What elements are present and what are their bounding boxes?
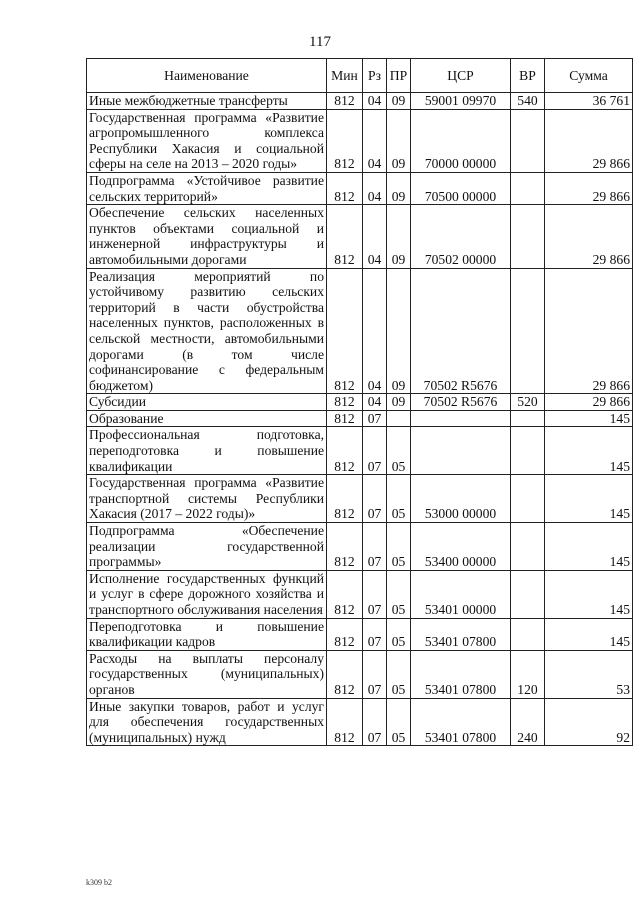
row-name: Обеспечение сельских населенных пунктов объектами социальной и инженерной инфраструктуры и автомобильными дорогами — [87, 205, 327, 268]
row-rz: 07 — [363, 618, 387, 650]
row-rz: 07 — [363, 427, 387, 475]
table-row — [87, 475, 633, 523]
row-pr: 05 — [387, 523, 411, 571]
row-pr: 09 — [387, 394, 411, 411]
footer-code: k309 b2 — [86, 878, 112, 887]
row-rz: 07 — [363, 475, 387, 523]
row-pr: 09 — [387, 93, 411, 110]
row-csr — [411, 427, 511, 475]
row-sum: 145 — [545, 618, 633, 650]
row-vr — [511, 427, 545, 475]
row-name: Иные закупки товаров, работ и услуг для обеспечения государственных (муниципальных) нужд — [87, 698, 327, 746]
row-min: 812 — [327, 618, 363, 650]
row-name: Подпрограмма «Устойчивое развитие сельских территорий» — [87, 172, 327, 204]
row-name: Государственная программа «Развитие транспортной системы Республики Хакасия (2017 – 2022 годы)» — [87, 475, 327, 523]
row-name: Государственная программа «Развитие агропромышленного комплекса Республики Хакасия и социальной сферы на селе на 2013 – 2020 годы» — [87, 109, 327, 172]
table-row — [87, 394, 633, 411]
row-min: 812 — [327, 698, 363, 746]
row-min: 812 — [327, 410, 363, 427]
row-name: Субсидии — [87, 394, 327, 411]
row-name: Образование — [87, 410, 327, 427]
row-vr — [511, 268, 545, 394]
row-name: Расходы на выплаты персоналу государственных (муниципальных) органов — [87, 650, 327, 698]
table-row — [87, 570, 633, 618]
row-pr: 05 — [387, 618, 411, 650]
row-min: 812 — [327, 172, 363, 204]
row-rz: 07 — [363, 523, 387, 571]
row-sum: 29 866 — [545, 172, 633, 204]
row-csr: 70502 R5676 — [411, 394, 511, 411]
row-rz: 07 — [363, 650, 387, 698]
row-rz: 04 — [363, 109, 387, 172]
row-min: 812 — [327, 427, 363, 475]
row-name: Иные межбюджетные трансферты — [87, 93, 327, 110]
row-vr — [511, 205, 545, 268]
row-csr: 70502 R5676 — [411, 268, 511, 394]
row-vr — [511, 523, 545, 571]
row-vr: 120 — [511, 650, 545, 698]
row-min: 812 — [327, 109, 363, 172]
row-pr: 05 — [387, 475, 411, 523]
row-vr — [511, 410, 545, 427]
row-csr — [411, 410, 511, 427]
row-csr: 70502 00000 — [411, 205, 511, 268]
row-name: Переподготовка и повышение квалификации кадров — [87, 618, 327, 650]
row-vr — [511, 618, 545, 650]
row-pr: 05 — [387, 650, 411, 698]
column-header-pr: ПР — [387, 59, 411, 93]
column-header-sum: Сумма — [545, 59, 633, 93]
row-vr — [511, 172, 545, 204]
row-sum: 29 866 — [545, 268, 633, 394]
row-csr: 53401 07800 — [411, 698, 511, 746]
column-header-csr: ЦСР — [411, 59, 511, 93]
row-csr: 53401 07800 — [411, 618, 511, 650]
row-sum: 145 — [545, 410, 633, 427]
row-name: Исполнение государственных функций и услуг в сфере дорожного хозяйства и транспортного обслуживания населения — [87, 570, 327, 618]
row-min: 812 — [327, 93, 363, 110]
row-rz: 07 — [363, 410, 387, 427]
table-row — [87, 650, 633, 698]
row-sum: 145 — [545, 570, 633, 618]
row-rz: 04 — [363, 268, 387, 394]
row-rz: 04 — [363, 205, 387, 268]
column-header-vr: ВР — [511, 59, 545, 93]
row-pr — [387, 410, 411, 427]
row-min: 812 — [327, 523, 363, 571]
budget-table — [86, 58, 633, 746]
page-number: 117 — [309, 34, 331, 50]
row-name: Реализация мероприятий по устойчивому развитию сельских территорий в части обустройства населенных пунктов, расположенных в сельской местности, автомобильными дорогами (в том числе софинансирование с федеральным бюджетом) — [87, 268, 327, 394]
row-sum: 29 866 — [545, 394, 633, 411]
row-csr: 53401 07800 — [411, 650, 511, 698]
row-csr: 53401 00000 — [411, 570, 511, 618]
row-sum: 92 — [545, 698, 633, 746]
row-sum: 36 761 — [545, 93, 633, 110]
row-rz: 04 — [363, 172, 387, 204]
row-name: Подпрограмма «Обеспечение реализации государственной программы» — [87, 523, 327, 571]
row-min: 812 — [327, 205, 363, 268]
table-row — [87, 93, 633, 110]
column-header-name: Наименование — [87, 59, 327, 93]
row-csr: 53000 00000 — [411, 475, 511, 523]
column-header-rz: Рз — [363, 59, 387, 93]
table-row — [87, 618, 633, 650]
table-row — [87, 172, 633, 204]
row-vr: 520 — [511, 394, 545, 411]
row-vr — [511, 475, 545, 523]
row-vr: 540 — [511, 93, 545, 110]
row-vr: 240 — [511, 698, 545, 746]
row-pr: 09 — [387, 268, 411, 394]
row-sum: 29 866 — [545, 109, 633, 172]
row-rz: 07 — [363, 570, 387, 618]
row-vr — [511, 109, 545, 172]
table-header-row — [87, 59, 633, 93]
row-min: 812 — [327, 394, 363, 411]
table-row — [87, 523, 633, 571]
row-min: 812 — [327, 475, 363, 523]
row-pr: 09 — [387, 172, 411, 204]
table-row — [87, 698, 633, 746]
row-sum: 53 — [545, 650, 633, 698]
row-min: 812 — [327, 570, 363, 618]
row-sum: 145 — [545, 475, 633, 523]
row-sum: 29 866 — [545, 205, 633, 268]
column-header-min: Мин — [327, 59, 363, 93]
row-min: 812 — [327, 268, 363, 394]
row-csr: 59001 09970 — [411, 93, 511, 110]
row-pr: 09 — [387, 109, 411, 172]
row-pr: 05 — [387, 427, 411, 475]
row-rz: 04 — [363, 93, 387, 110]
table-row — [87, 427, 633, 475]
table-row — [87, 109, 633, 172]
row-sum: 145 — [545, 427, 633, 475]
row-csr: 53400 00000 — [411, 523, 511, 571]
row-vr — [511, 570, 545, 618]
row-rz: 04 — [363, 394, 387, 411]
row-rz: 07 — [363, 698, 387, 746]
row-pr: 05 — [387, 698, 411, 746]
row-pr: 09 — [387, 205, 411, 268]
table-row — [87, 410, 633, 427]
row-pr: 05 — [387, 570, 411, 618]
table-row — [87, 268, 633, 394]
row-sum: 145 — [545, 523, 633, 571]
table-row — [87, 205, 633, 268]
row-csr: 70500 00000 — [411, 172, 511, 204]
row-min: 812 — [327, 650, 363, 698]
row-csr: 70000 00000 — [411, 109, 511, 172]
row-name: Профессиональная подготовка, переподготовка и повышение квалификации — [87, 427, 327, 475]
